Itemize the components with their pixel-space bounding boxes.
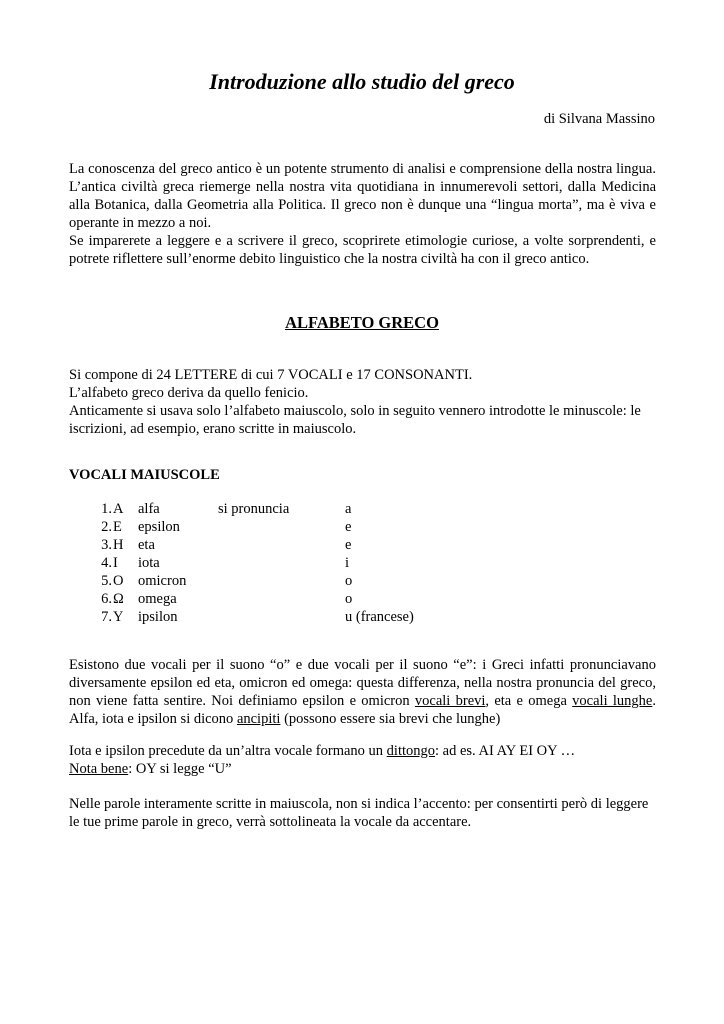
author-line: di Silvana Massino — [543, 111, 655, 127]
greek-letter: Ω — [113, 591, 124, 607]
alphabet-line-2: L’alfabeto greco deriva da quello fenicio. — [69, 385, 309, 401]
letter-sound: i — [345, 555, 350, 571]
underlined-term: dittongo — [386, 743, 436, 759]
text-run: Iota e ipsilon precedute da un’altra vocale formano un — [69, 743, 387, 759]
list-item — [89, 536, 465, 554]
intro-text-2: Se imparerete a leggere e a scrivere il greco, scoprirete etimologie curiose, a volte sorprendenti, e potrete riflettere sull’enorme debito linguistico che la nostra civiltà ha con il greco antico. — [69, 233, 656, 267]
list-item — [89, 608, 465, 626]
vowels-heading: VOCALI MAIUSCOLE — [69, 467, 220, 483]
letter-sound: u (francese) — [345, 609, 414, 625]
intro-text-1: La conoscenza del greco antico è un potente strumento di analisi e comprensione della nostra lingua. L’antica civiltà greca riemerge nella nostra vita quotidiana in innumerevoli settori, dalla Medicina alla Botanica, dalla Geometria alla Politica. Il greco non è dunque una “lingua morta”, ma è viva e operante in mezzo a noi. — [69, 161, 656, 231]
letter-name: alfa — [138, 501, 160, 517]
item-number: 1. — [101, 501, 112, 517]
pronunciation-label — [218, 554, 345, 572]
list-item — [89, 572, 465, 590]
item-number: 7. — [101, 609, 112, 625]
vowel-list — [89, 500, 465, 626]
pronunciation-label — [218, 572, 345, 590]
underlined-term: vocali lunghe — [572, 693, 653, 709]
letter-sound: o — [345, 591, 353, 607]
text-run: : OY si legge “U” — [128, 761, 232, 777]
note-line — [69, 760, 656, 778]
diphthong-line — [69, 742, 656, 760]
list-item — [89, 500, 465, 518]
alphabet-line-3: Anticamente si usava solo l’alfabeto maiuscolo, solo in seguito vennero introdotte le minuscole: le iscrizioni, ad esempio, erano scritte in maiuscolo. — [69, 403, 641, 437]
letter-sound: e — [345, 537, 352, 553]
letter-sound: a — [345, 501, 352, 517]
list-item — [89, 518, 465, 536]
letter-sound: o — [345, 573, 353, 589]
item-number: 2. — [101, 519, 112, 535]
text-run: (possono essere sia brevi che lunghe) — [280, 711, 501, 727]
text-run: , eta e omega — [485, 693, 573, 709]
letter-name: omicron — [138, 573, 187, 589]
accent-paragraph — [69, 795, 656, 831]
pronunciation-label: si pronuncia — [218, 501, 290, 517]
greek-letter: Ο — [113, 573, 124, 589]
underlined-term: ancipiti — [236, 711, 281, 727]
greek-letter: Α — [113, 501, 124, 517]
item-number: 4. — [101, 555, 112, 571]
letter-name: ipsilon — [138, 609, 178, 625]
list-item — [89, 554, 465, 572]
underlined-term: vocali brevi — [414, 693, 486, 709]
letter-name: eta — [138, 537, 155, 553]
page-title: Introduzione allo studio del greco — [209, 69, 515, 94]
letter-name: iota — [138, 555, 160, 571]
intro-paragraph — [69, 160, 656, 268]
pronunciation-label — [218, 536, 345, 554]
explanation-text — [69, 656, 656, 728]
pronunciation-label — [218, 518, 345, 536]
list-item — [89, 590, 465, 608]
text-run: Esistono due vocali per il suono “o” e due vocali per il suono “e”: i Greci infatti pronunciavano diversamente epsilon ed eta, omicron ed omega: questa differenza, nella nostra pronuncia del greco, non viene fatta sentire. Noi definiamo epsilon e omicron — [69, 657, 656, 709]
alphabet-line-1: Si compone di 24 LETTERE di cui 7 VOCALI e 17 CONSONANTI. — [69, 367, 473, 383]
vowel-explanation — [69, 656, 656, 728]
section-title: ALFABETO GRECO — [285, 313, 439, 332]
pronunciation-label — [218, 590, 345, 608]
letter-sound: e — [345, 519, 352, 535]
accent-text: Nelle parole interamente scritte in maiuscola, non si indica l’accento: per consentirti però di leggere le tue prime parole in greco, verrà sottolineata la vocale da accentare. — [69, 796, 649, 830]
item-number: 3. — [101, 537, 112, 553]
item-number: 5. — [101, 573, 112, 589]
greek-letter: Υ — [113, 609, 124, 625]
underlined-term: Nota bene — [69, 761, 129, 777]
letter-name: omega — [138, 591, 177, 607]
greek-letter: Η — [113, 537, 124, 553]
pronunciation-label — [218, 608, 345, 626]
text-run: : ad es. AI AY EI OY … — [435, 743, 576, 759]
item-number: 6. — [101, 591, 112, 607]
text-run: . Alfa, iota e ipsilon si dicono — [69, 693, 656, 727]
greek-letter: Ι — [113, 555, 118, 571]
letter-name: epsilon — [138, 519, 180, 535]
diphthong-paragraph — [69, 742, 656, 778]
alphabet-description — [69, 366, 656, 438]
greek-letter: Ε — [113, 519, 122, 535]
